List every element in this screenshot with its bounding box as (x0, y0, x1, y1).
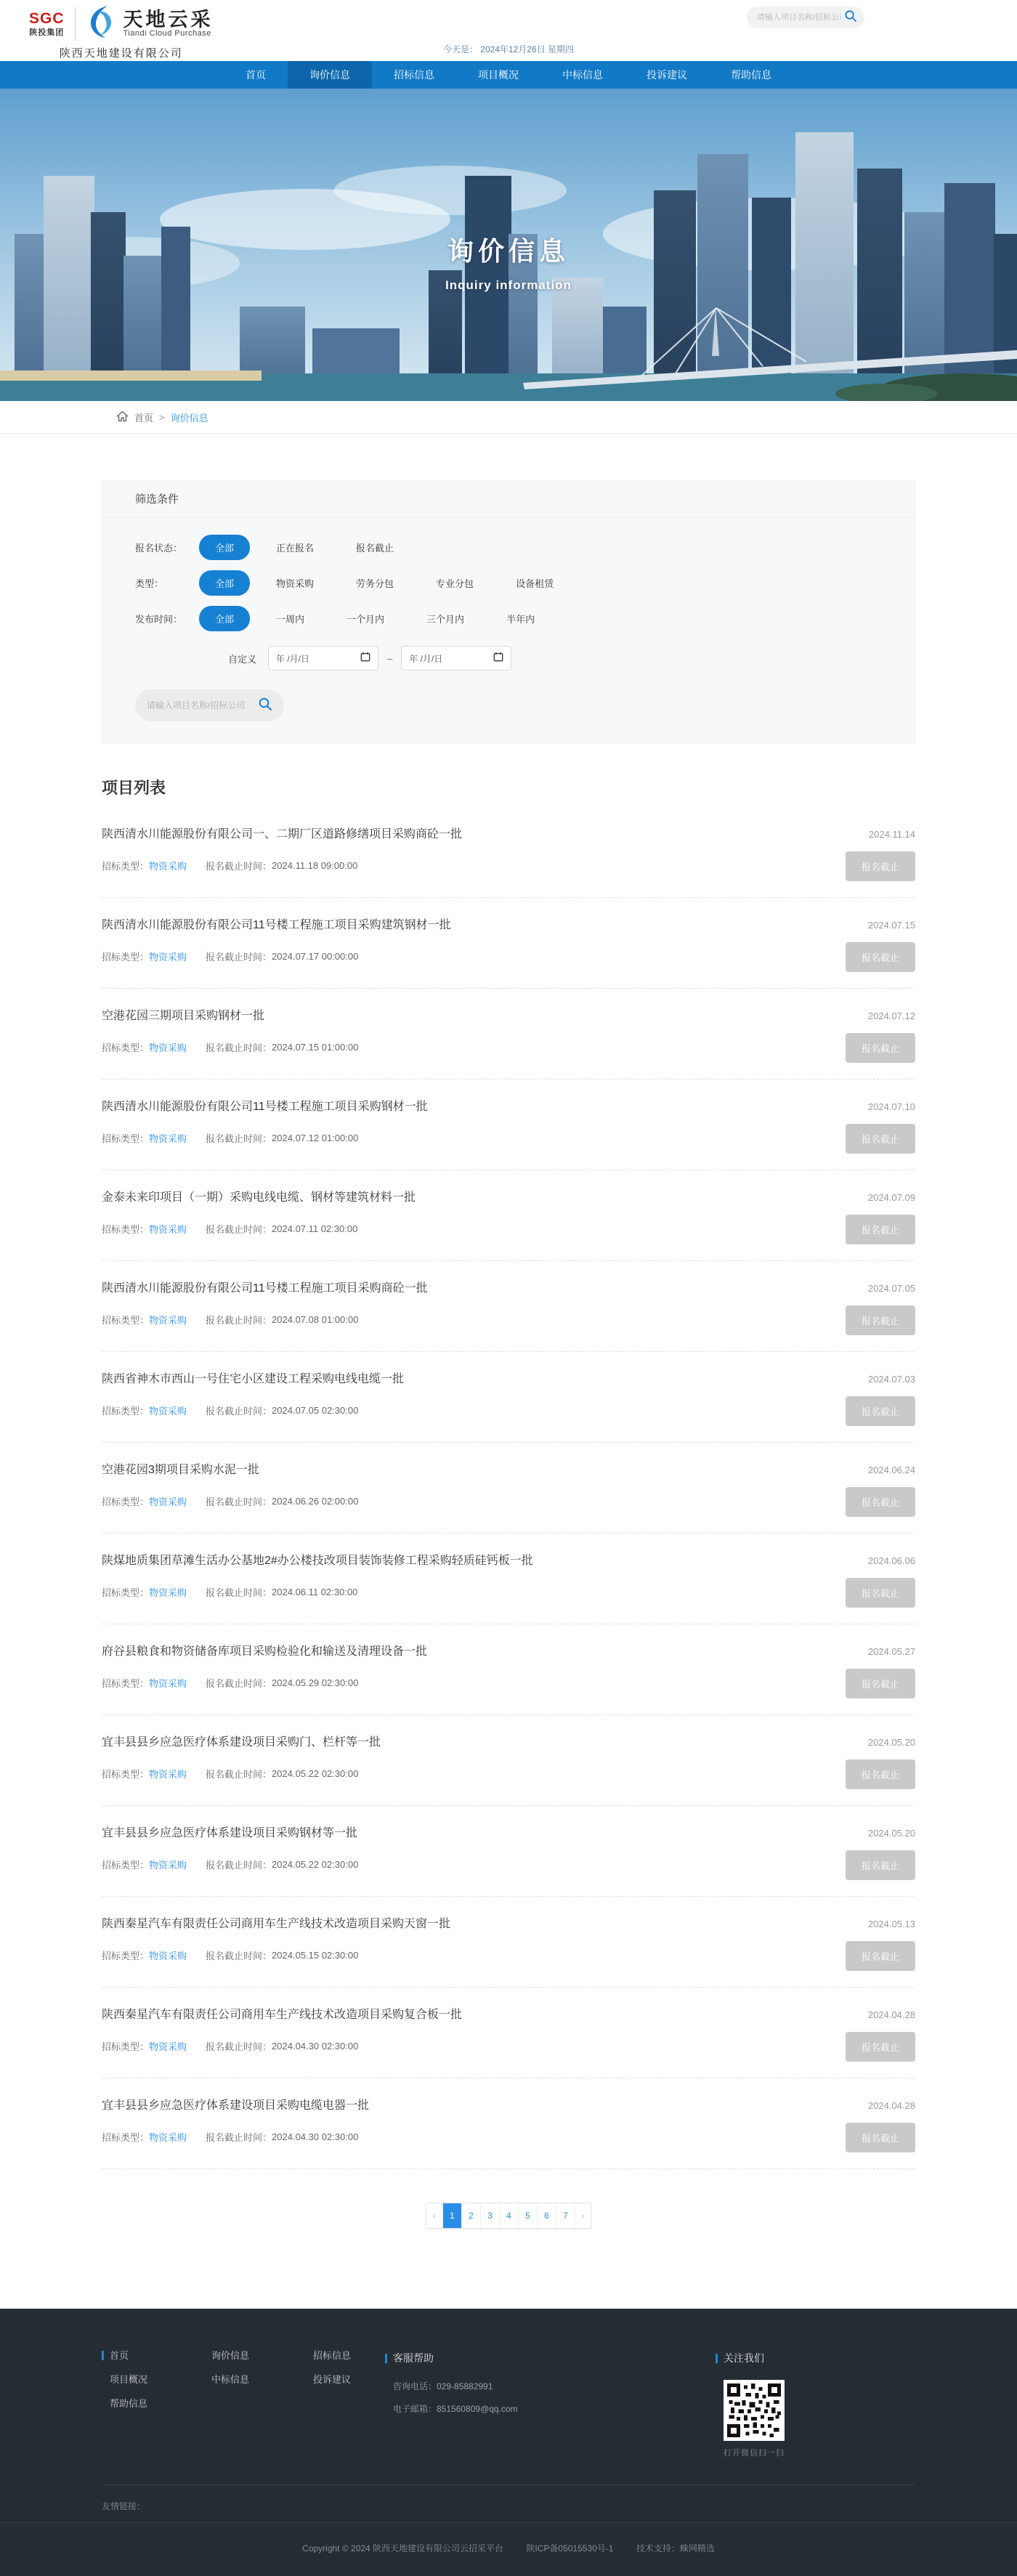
deadline-value: 2024.07.08 01:00:00 (272, 1313, 359, 1325)
project-type-link[interactable]: 物资采购 (149, 1133, 187, 1144)
filter-option[interactable]: 报名截止 (356, 543, 394, 554)
main-nav (0, 61, 1017, 89)
top-header (0, 0, 1017, 61)
custom-date-label: 自定义 (228, 653, 257, 665)
type-label: 招标类型： (102, 1405, 150, 1417)
footer-link[interactable]: 招标信息 (313, 2350, 352, 2361)
page-footer (0, 2309, 1017, 2576)
deadline-value: 2024.04.30 02:30:00 (272, 2040, 359, 2052)
deadline-label: 报名截止时间： (206, 1950, 272, 1961)
deadline-label: 报名截止时间： (206, 2041, 272, 2052)
main-content (102, 480, 915, 2229)
project-row[interactable] (102, 1534, 915, 1624)
breadcrumb (102, 401, 915, 433)
hero-subtitle: Inquiry information (445, 278, 572, 292)
project-list (102, 807, 915, 2169)
publish-date: 2024.07.09 (867, 1192, 915, 1203)
filter-option[interactable]: 半年内 (506, 614, 535, 625)
publish-date: 2024.07.03 (867, 1374, 915, 1385)
project-row[interactable] (102, 1080, 915, 1170)
type-label: 招标类型： (102, 1223, 150, 1235)
project-row[interactable] (102, 1715, 915, 1806)
project-type-link[interactable]: 物资采购 (149, 951, 187, 963)
filter-row-label: 类型： (135, 578, 164, 589)
sgc-logo-text: SGC (29, 9, 65, 27)
project-meta (102, 1494, 358, 1508)
deadline-label: 报名截止时间： (206, 1496, 272, 1507)
project-meta (102, 1313, 428, 1327)
publish-date: 2024.11.14 (868, 829, 915, 840)
deadline-value: 2024.07.17 00:00:00 (272, 950, 359, 962)
project-type-link[interactable]: 物资采购 (149, 2041, 187, 2052)
project-title[interactable]: 宜丰县县乡应急医疗体系建设项目采购门、栏杆等一批 (102, 1736, 381, 1749)
project-title[interactable]: 宜丰县县乡应急医疗体系建设项目采购钢材等一批 (102, 1827, 358, 1839)
publish-date: 2024.07.15 (867, 920, 915, 931)
project-row[interactable] (102, 2078, 915, 2169)
project-title[interactable]: 宜丰县县乡应急医疗体系建设项目采购电缆电器一批 (102, 2099, 370, 2112)
deadline-label: 报名截止时间： (206, 1677, 272, 1689)
project-meta (102, 1585, 533, 1599)
header-search-input[interactable] (757, 13, 841, 22)
copyright-bar (0, 2523, 1017, 2576)
project-list-title: 项目列表 (102, 779, 166, 797)
hero-caption (0, 231, 1017, 293)
filter-option[interactable]: 专业分包 (436, 578, 474, 589)
deadline-label: 报名截止时间： (206, 1768, 272, 1780)
footer-link[interactable]: 项目概况 (110, 2374, 148, 2385)
pagination-page-3[interactable]: 3 (480, 2203, 499, 2228)
pagination (426, 2203, 591, 2229)
deadline-value: 2024.07.12 01:00:00 (272, 1132, 359, 1143)
project-row[interactable] (102, 1806, 915, 1897)
project-meta (102, 859, 462, 872)
footer-link[interactable]: 询价信息 (211, 2350, 250, 2361)
pagination-page-2[interactable]: 2 (461, 2203, 480, 2228)
deadline-label: 报名截止时间： (206, 860, 272, 872)
project-type-link[interactable]: 物资采购 (149, 1768, 187, 1780)
publish-date: 2024.04.28 (867, 2100, 915, 2111)
hero-title: 询价信息 (447, 236, 570, 266)
project-meta (102, 1948, 450, 1962)
filter-panel (102, 480, 915, 744)
type-label: 招标类型： (102, 951, 150, 963)
filter-row-label: 报名状态： (135, 543, 183, 554)
filter-option[interactable]: 全部 (199, 606, 250, 631)
filter-option[interactable]: 正在报名 (276, 543, 315, 554)
date-to-placeholder: 年 /月/日 (409, 653, 443, 664)
publish-date: 2024.05.13 (867, 1919, 915, 1929)
filter-row-1 (135, 535, 882, 560)
project-title[interactable]: 陕西清水川能源股份有限公司11号楼工程施工项目采购建筑钢材一批 (102, 919, 451, 931)
deadline-value: 2024.05.22 02:30:00 (272, 1767, 359, 1779)
status-badge: 报名截止 (846, 1578, 915, 1608)
status-badge: 报名截止 (846, 1305, 915, 1335)
filter-option[interactable]: 设备租赁 (516, 578, 554, 589)
status-badge: 报名截止 (846, 1124, 915, 1154)
pagination-page-4[interactable]: 4 (499, 2203, 518, 2228)
deadline-value: 2024.05.29 02:30:00 (272, 1677, 359, 1688)
status-badge: 报名截止 (846, 2032, 915, 2062)
filter-option[interactable]: 全部 (199, 535, 250, 560)
icp-number: 陕ICP备05015530号-1 (526, 2543, 614, 2553)
project-meta (102, 1040, 358, 1054)
project-title[interactable]: 陕西清水川能源股份有限公司11号楼工程施工项目采购钢材一批 (102, 1101, 428, 1113)
footer-link[interactable]: 首页 (102, 2351, 203, 2360)
footer-service-title: 客服帮助 (385, 2351, 690, 2365)
nav-item-2[interactable]: 询价信息 (288, 61, 372, 89)
nav-item-1[interactable]: 首页 (246, 69, 266, 81)
project-title[interactable]: 空港花园3期项目采购水泥一批 (102, 1464, 259, 1476)
pagination-page-6[interactable]: 6 (537, 2203, 556, 2228)
publish-date: 2024.06.24 (867, 1465, 915, 1475)
status-badge: 报名截止 (846, 1033, 915, 1063)
status-badge: 报名截止 (846, 942, 915, 972)
project-meta (102, 1404, 404, 1417)
deadline-value: 2024.05.22 02:30:00 (272, 1858, 359, 1870)
footer-nav-column-1 (102, 2351, 203, 2458)
pagination-prev[interactable]: ‹ (426, 2203, 442, 2228)
footer-follow-title: 关注我们 (716, 2351, 785, 2365)
filter-option[interactable]: 全部 (199, 570, 250, 596)
tiandi-swoosh-icon (86, 4, 118, 43)
deadline-value: 2024.06.11 02:30:00 (272, 1586, 358, 1597)
project-title[interactable]: 空港花园三期项目采购钢材一批 (102, 1010, 265, 1022)
project-row[interactable] (102, 1170, 915, 1261)
project-title[interactable]: 陕西清水川能源股份有限公司一、二期厂区道路修缮项目采购商砼一批 (102, 828, 463, 841)
status-badge: 报名截止 (846, 1759, 915, 1789)
breadcrumb-separator: > (159, 411, 165, 423)
qr-caption: 打开微信扫一扫 (724, 2449, 785, 2458)
deadline-value: 2024.05.15 02:30:00 (272, 1949, 359, 1961)
project-meta (102, 1858, 358, 1871)
type-label: 招标类型： (102, 1768, 150, 1780)
status-badge: 报名截止 (846, 1215, 915, 1244)
project-row[interactable] (102, 1443, 915, 1534)
project-meta (102, 949, 451, 963)
blue-bar-decoration (716, 2354, 718, 2363)
custom-date-row (228, 646, 882, 671)
project-meta (102, 1131, 428, 1145)
tech-support: 技术支持：蛛网精选 (636, 2543, 715, 2553)
project-title[interactable]: 金泰未来印项目（一期）采购电线电缆、钢材等建筑材料一批 (102, 1191, 416, 1204)
project-row[interactable] (102, 1624, 915, 1715)
publish-date: 2024.04.28 (867, 2009, 915, 2020)
deadline-value: 2024.06.26 02:00:00 (272, 1495, 359, 1507)
footer-link[interactable]: 投诉建议 (313, 2374, 352, 2385)
header-search-box[interactable] (747, 7, 864, 28)
calendar-icon[interactable] (493, 652, 503, 665)
project-type-link[interactable]: 物资采购 (149, 1859, 187, 1871)
sgc-group-name: 陕投集团 (29, 28, 65, 37)
deadline-value: 2024.07.15 01:00:00 (272, 1041, 359, 1053)
nav-item-5[interactable]: 中标信息 (562, 69, 603, 81)
footer-follow-column (716, 2351, 785, 2458)
footer-service-column (385, 2351, 690, 2458)
nav-item-4[interactable]: 项目概况 (478, 69, 519, 81)
publish-date: 2024.05.20 (867, 1828, 915, 1839)
project-row[interactable] (102, 1897, 915, 1988)
brand-subtitle: Tiandi Cloud Purchase (123, 28, 211, 38)
nav-items (102, 61, 915, 89)
breadcrumb-bar (0, 401, 1017, 434)
project-type-link[interactable]: 物资采购 (149, 1405, 187, 1417)
project-row[interactable] (102, 1352, 915, 1443)
pagination-next[interactable]: › (575, 2203, 591, 2228)
type-label: 招标类型： (102, 1314, 150, 1326)
nav-item-6[interactable]: 投诉建议 (647, 69, 687, 81)
status-badge: 报名截止 (846, 1487, 915, 1517)
project-type-link[interactable]: 物资采购 (149, 1677, 187, 1689)
project-type-link[interactable]: 物资采购 (149, 1314, 187, 1326)
publish-date: 2024.07.10 (867, 1101, 915, 1112)
date-from-input[interactable] (268, 646, 378, 671)
date-from-placeholder: 年 /月/日 (276, 653, 310, 664)
deadline-value: 2024.07.11 02:30:00 (272, 1223, 358, 1234)
filter-option[interactable]: 劳务分包 (356, 578, 394, 589)
status-badge: 报名截止 (846, 1941, 915, 1971)
project-row[interactable] (102, 1988, 915, 2078)
footer-nav-column-2 (203, 2351, 305, 2458)
blue-bar-decoration (385, 2354, 387, 2363)
project-meta (102, 1222, 416, 1236)
deadline-label: 报名截止时间： (206, 1859, 272, 1871)
project-row[interactable] (102, 989, 915, 1080)
project-type-link[interactable]: 物资采购 (149, 860, 187, 872)
status-badge: 报名截止 (846, 1396, 915, 1426)
project-type-link[interactable]: 物资采购 (149, 1950, 187, 1961)
project-meta (102, 2039, 462, 2053)
project-title[interactable]: 陕煤地质集团草滩生活办公基地2#办公楼技改项目装饰装修工程采购轻质硅钙板一批 (102, 1555, 533, 1567)
brand-name: 天地云采 (123, 8, 214, 31)
service-email: 电子邮箱：851560809@qq.com (393, 2404, 518, 2414)
deadline-label: 报名截止时间： (206, 951, 272, 963)
project-row[interactable] (102, 1261, 915, 1352)
type-label: 招标类型： (102, 860, 150, 872)
sgc-group-logo (29, 10, 65, 37)
project-meta (102, 1767, 381, 1781)
project-meta (102, 1676, 427, 1690)
type-label: 招标类型： (102, 2041, 150, 2052)
filter-option[interactable]: 一个月内 (347, 614, 385, 625)
blue-bar-decoration (102, 2351, 104, 2360)
project-title[interactable]: 陕西秦星汽车有限责任公司商用车生产线技术改造项目采购天窗一批 (102, 1918, 451, 1930)
deadline-label: 报名截止时间： (206, 1405, 272, 1417)
pagination-page-5[interactable]: 5 (518, 2203, 537, 2228)
publish-date: 2024.07.05 (867, 1283, 915, 1294)
calendar-icon[interactable] (360, 652, 370, 665)
filter-search-input[interactable] (147, 700, 255, 710)
friendly-links-label: 友情链接： (102, 2501, 146, 2511)
filter-option[interactable]: 三个月内 (426, 614, 465, 625)
type-label: 招标类型： (102, 1587, 150, 1598)
type-label: 招标类型： (102, 1042, 150, 1053)
project-type-link[interactable]: 物资采购 (149, 1223, 187, 1235)
logo-divider (75, 7, 76, 41)
type-label: 招标类型： (102, 1133, 150, 1144)
project-title[interactable]: 陕西秦星汽车有限责任公司商用车生产线技术改造项目采购复合板一批 (102, 2009, 463, 2021)
filter-option[interactable]: 一周内 (276, 614, 305, 625)
footer-link[interactable]: 中标信息 (211, 2374, 250, 2385)
publish-date: 2024.05.27 (867, 1646, 915, 1657)
deadline-value: 2024.11.18 09:00:00 (272, 859, 358, 871)
status-badge: 报名截止 (846, 2123, 915, 2152)
service-phone: 咨询电话：029-85882991 (393, 2381, 493, 2391)
filter-row-3 (135, 606, 882, 631)
pagination-page-1[interactable]: 1 (442, 2203, 461, 2228)
type-label: 招标类型： (102, 2131, 150, 2143)
search-icon[interactable] (258, 697, 272, 715)
deadline-label: 报名截止时间： (206, 1587, 272, 1598)
today-date: 今天是： 2024年12月26日 星期四 (442, 44, 575, 54)
status-badge: 报名截止 (846, 851, 915, 881)
nav-item-7[interactable]: 帮助信息 (731, 69, 771, 81)
breadcrumb-current: 询价信息 (170, 412, 208, 424)
brand-logo[interactable] (86, 4, 214, 43)
date-to-input[interactable] (401, 646, 511, 671)
wechat-qr-code (724, 2380, 785, 2441)
breadcrumb-home[interactable]: 首页 (134, 412, 154, 424)
filter-row-2 (135, 570, 882, 596)
type-label: 招标类型： (102, 1950, 150, 1961)
date-range-separator: – (387, 652, 393, 664)
type-label: 招标类型： (102, 1496, 150, 1507)
project-row[interactable] (102, 807, 915, 898)
project-type-link[interactable]: 物资采购 (149, 1042, 187, 1053)
deadline-label: 报名截止时间： (206, 1042, 272, 1053)
deadline-label: 报名截止时间： (206, 1133, 272, 1144)
publish-date: 2024.05.20 (867, 1737, 915, 1748)
pagination-page-7[interactable]: 7 (556, 2203, 575, 2228)
hero-banner (0, 89, 1017, 401)
project-type-link[interactable]: 物资采购 (149, 1496, 187, 1507)
search-icon[interactable] (844, 9, 857, 26)
filter-option[interactable]: 物资采购 (276, 578, 315, 589)
nav-item-3[interactable]: 招标信息 (394, 69, 434, 81)
project-title[interactable]: 陕西省神木市西山一号住宅小区建设工程采购电线电缆一批 (102, 1373, 405, 1385)
status-badge: 报名截止 (846, 1669, 915, 1698)
home-icon[interactable] (116, 410, 129, 424)
project-meta (102, 2130, 369, 2144)
status-badge: 报名截止 (846, 1850, 915, 1880)
project-type-link[interactable]: 物资采购 (149, 1587, 187, 1598)
publish-date: 2024.06.06 (867, 1555, 915, 1566)
project-title[interactable]: 府谷县粮食和物资储备库项目采购检验化和输送及清理设备一批 (102, 1645, 428, 1658)
deadline-label: 报名截止时间： (206, 1223, 272, 1235)
project-type-link[interactable]: 物资采购 (149, 2131, 187, 2143)
type-label: 招标类型： (102, 1677, 150, 1689)
deadline-label: 报名截止时间： (206, 1314, 272, 1326)
filter-title: 筛选条件 (102, 481, 915, 517)
deadline-value: 2024.07.05 02:30:00 (272, 1404, 359, 1416)
deadline-value: 2024.04.30 02:30:00 (272, 2131, 359, 2142)
project-row[interactable] (102, 898, 915, 989)
deadline-label: 报名截止时间： (206, 2131, 272, 2143)
filter-search-box[interactable] (135, 689, 284, 721)
publish-date: 2024.07.12 (867, 1010, 915, 1021)
project-title[interactable]: 陕西清水川能源股份有限公司11号楼工程施工项目采购商砼一批 (102, 1282, 428, 1295)
footer-link[interactable]: 帮助信息 (110, 2398, 148, 2409)
filter-row-label: 发布时间： (135, 614, 183, 625)
copyright-text: Copyright © 2024 陕西天地建设有限公司云招采平台 (302, 2543, 504, 2553)
company-name: 陕西天地建设有限公司 (59, 47, 183, 60)
type-label: 招标类型： (102, 1859, 150, 1871)
